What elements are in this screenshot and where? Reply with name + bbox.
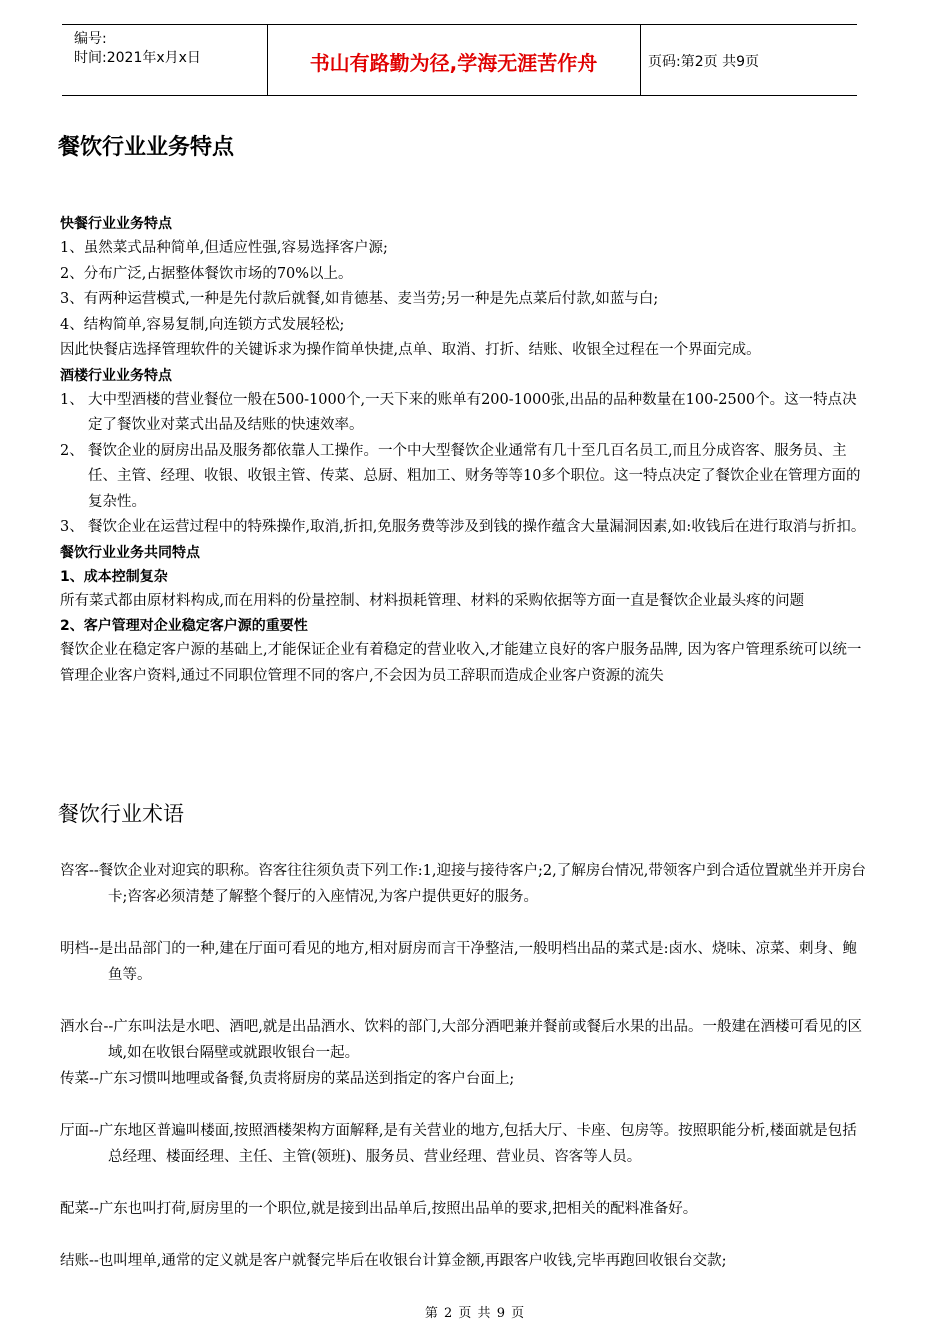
item-number: 3、 [60, 519, 84, 535]
item-text: 餐饮企业的厨房出品及服务都依靠人工操作。一个中大型餐饮企业通常有几十至几百名员工,而且分成咨客、服务员、主任、主管、经理、收银、收银主管、传菜、总厨、粗加工、财务等等10多个职位。这一特点决定了餐饮企业在管理方面的复杂性。 [88, 442, 861, 510]
spacer [60, 1092, 870, 1118]
term-entry: 咨客--餐饮企业对迎宾的职称。咨客往往须负责下列工作:1,迎接与接待客户;2,了解房台情况,带领客户到合适位置就坐并开房台卡;咨客必须清楚了解整个餐厅的入座情况,为客户提供更好的服务。 [60, 863, 866, 905]
term-entry: 传菜--广东习惯叫地哩或备餐,负责将厨房的菜品送到指定的客户台面上; [60, 1071, 515, 1087]
spacer [60, 1170, 870, 1196]
section-title-terms: 餐饮行业术语 [58, 802, 184, 826]
common-point-title: 1、成本控制复杂 [60, 568, 168, 585]
restaurant-heading: 酒楼行业业务特点 [60, 367, 172, 384]
code-label: 编号: [74, 31, 107, 47]
item-text: 大中型酒楼的营业餐位一般在500-1000个,一天下来的账单有200-1000张,出品的品种数量在100-2500个。这一特点决定了餐饮业对菜式出品及结账的快速效率。 [88, 391, 857, 433]
page-footer: 第 2 页 共 9 页 [424, 1306, 526, 1321]
fast-food-conclusion: 因此快餐店选择管理软件的关键诉求为操作简单快捷,点单、取消、打折、结账、收银全过程在一个界面完成。 [60, 342, 761, 358]
common-heading: 餐饮行业业务共同特点 [60, 544, 200, 561]
list-item [60, 515, 870, 541]
terms-section [60, 858, 870, 1274]
list-item: 1、虽然菜式品种简单,但适应性强,容易选择客户源; [60, 240, 388, 256]
term-entry: 酒水台--广东叫法是水吧、酒吧,就是出品酒水、饮料的部门,大部分酒吧兼并餐前或餐后水果的出品。一般建在酒楼可看见的区域,如在收银台隔壁或就跟收银台一起。 [60, 1019, 863, 1061]
term-entry: 配菜--广东也叫打荷,厨房里的一个职位,就是接到出品单后,按照出品单的要求,把相关的配料准备好。 [60, 1201, 698, 1217]
list-item [60, 439, 870, 516]
spacer [60, 910, 870, 936]
header-motto-cell [267, 25, 641, 95]
term-entry: 结账--也叫埋单,通常的定义就是客户就餐完毕后在收银台计算金额,再跟客户收钱,完毕再跑回收银台交款; [60, 1253, 727, 1269]
time-label: 时间:2021年x月x日 [74, 50, 201, 66]
term-entry: 厅面--广东地区普遍叫楼面,按照酒楼架构方面解释,是有关营业的地方,包括大厅、卡座、包房等。按照职能分析,楼面就是包括总经理、楼面经理、主任、主管(领班)、服务员、营业经理、营业员、咨客等人员。 [60, 1123, 857, 1165]
header-page-cell [640, 25, 857, 95]
item-number: 1、 [60, 391, 84, 408]
header-motto: 书山有路勤为径,学海无涯苦作舟 [309, 51, 598, 75]
header-meta-cell [62, 25, 268, 95]
common-point-text: 餐饮企业在稳定客户源的基础上,才能保证企业有着稳定的营业收入,才能建立良好的客户服务品牌, 因为客户管理系统可以统一管理企业客户资料,通过不同职位管理不同的客户,不会因为员工辞职而造成企业客户资源的流失 [60, 642, 862, 684]
item-number: 2、 [60, 442, 84, 459]
fast-food-heading: 快餐行业业务特点 [60, 216, 172, 232]
common-point-title: 2、客户管理对企业稳定客户源的重要性 [60, 618, 308, 634]
item-text: 餐饮企业在运营过程中的特殊操作,取消,折扣,免服务费等涉及到钱的操作蕴含大量漏洞因素,如:收钱后在进行取消与折扣。 [88, 519, 866, 535]
header-page-info: 页码:第2页 共9页 [648, 54, 759, 70]
list-item [60, 388, 870, 439]
spacer [60, 1222, 870, 1248]
business-section [60, 212, 870, 689]
section-title-business: 餐饮行业业务特点 [58, 135, 235, 160]
list-item: 2、分布广泛,占据整体餐饮市场的70%以上。 [60, 265, 353, 282]
list-item: 4、结构简单,容易复制,向连锁方式发展轻松; [60, 316, 345, 333]
common-point-text: 所有菜式都由原材料构成,而在用料的份量控制、材料损耗管理、材料的采购依据等方面一直是餐饮企业最头疼的问题 [60, 592, 805, 609]
list-item: 3、有两种运营模式,一种是先付款后就餐,如肯德基、麦当劳;另一种是先点菜后付款,如蓝与白; [60, 291, 659, 307]
term-entry: 明档--是出品部门的一种,建在厅面可看见的地方,相对厨房而言干净整洁,一般明档出品的菜式是:卤水、烧味、凉菜、刺身、鲍鱼等。 [60, 941, 858, 983]
page-header [62, 24, 857, 96]
spacer [60, 988, 870, 1014]
